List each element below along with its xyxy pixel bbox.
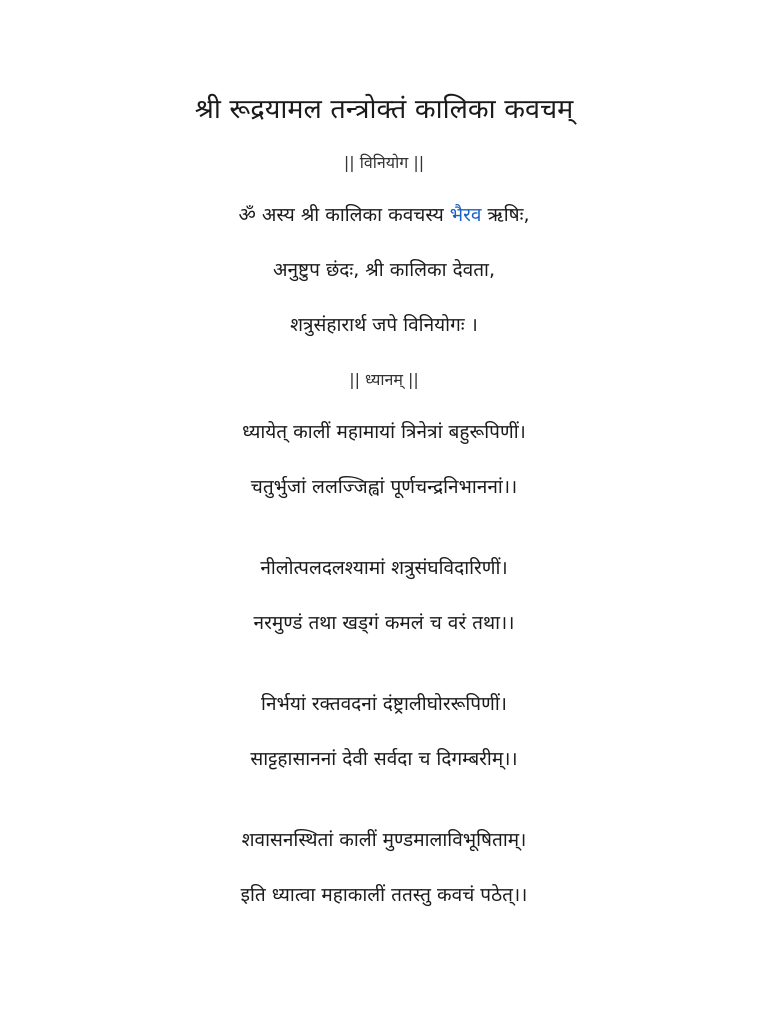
bhairav-highlight: भैरव <box>449 204 482 226</box>
dhyanam-heading: || ध्यानम् || <box>349 370 419 389</box>
viniyog-line-2: अनुष्टुप छंदः, श्री कालिका देवता, <box>272 259 496 281</box>
dhyanam-verse-7: शवासनस्थितां कालीं मुण्डमालाविभूषिताम्। <box>241 829 527 851</box>
viniyog-line-3: शत्रुसंहारार्थ जपे विनियोगः । <box>290 314 478 336</box>
dhyanam-verse-4: नरमुण्डं तथा खड्गं कमलं च वरं तथा।। <box>253 612 515 634</box>
viniyog-line-1 <box>0 202 768 228</box>
page-title: श्री रूद्रयामल तन्त्रोक्तं कालिका कवचम् <box>194 94 574 125</box>
dhyanam-verse-3: नीलोत्पलदलश्यामां शत्रुसंघविदारिणीं। <box>260 557 508 579</box>
viniyog-line-1-prefix: ॐ अस्य श्री कालिका कवचस्य <box>238 204 450 226</box>
dhyanam-verse-5: निर्भयां रक्तवदनां दंष्ट्रालीघोररूपिणीं। <box>261 693 507 715</box>
dhyanam-verse-1: ध्यायेत् कालीं महामायां त्रिनेत्रां बहुरूपिणीं। <box>242 421 526 443</box>
dhyanam-verse-2: चतुर्भुजां ललज्जिह्वां पूर्णचन्द्रनिभाननां।। <box>250 476 518 498</box>
dhyanam-verse-6: साट्टहासाननां देवी सर्वदा च दिगम्बरीम्।। <box>250 748 518 770</box>
viniyog-heading: || विनियोग || <box>343 153 425 172</box>
viniyog-line-1-suffix: ऋषिः, <box>481 204 530 226</box>
dhyanam-verse-8: इति ध्यात्वा महाकालीं ततस्तु कवचं पठेत्।। <box>240 884 528 906</box>
